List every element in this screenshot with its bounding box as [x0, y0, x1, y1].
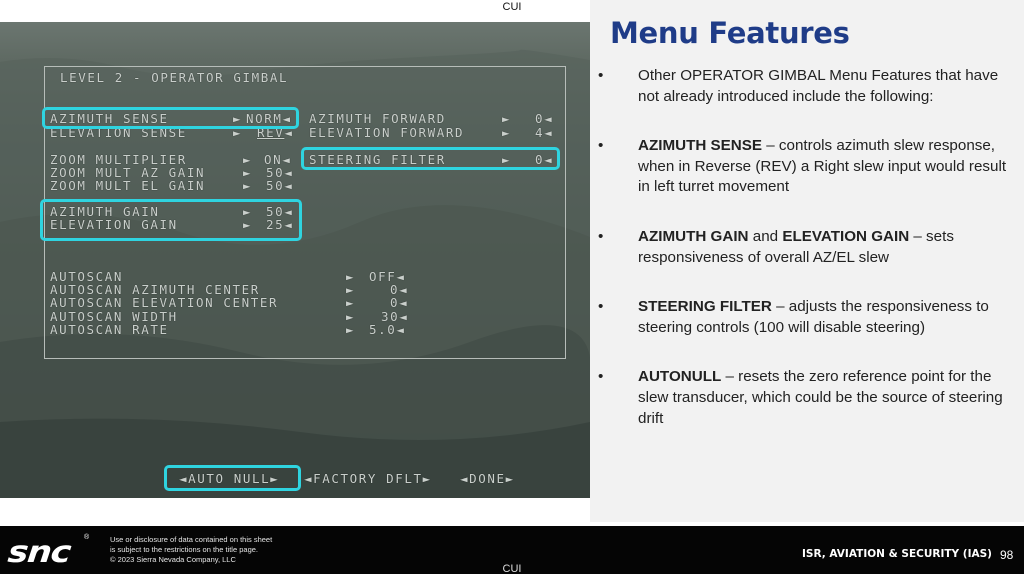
page-number: 98: [1000, 548, 1014, 562]
bullet-item: [598, 66, 1018, 107]
autoscan-arrow[interactable]: ►: [346, 269, 356, 284]
bullet-dot: •: [598, 368, 604, 386]
bullet-text: and: [748, 227, 783, 245]
zoom-multiplier-arrow[interactable]: ►: [243, 152, 253, 167]
elevation-sense-value-text: REV: [257, 125, 285, 140]
elevation-gain-arrow[interactable]: ►: [243, 217, 253, 232]
bullet-term: STEERING FILTER: [638, 298, 772, 316]
bullet-item: [598, 297, 1018, 338]
gimbal-menu-screenshot: [0, 22, 590, 498]
bullet-item: [598, 367, 1018, 429]
bullet-text: – resets the zero reference point for the slew transducer, which could be the source of steering drift: [638, 368, 1003, 427]
bullet-item: [598, 227, 1018, 268]
elevation-gain-value[interactable]: 25◄: [266, 217, 294, 232]
zoom-mult-az-gain-label: ZOOM MULT AZ GAIN: [50, 165, 206, 180]
steering-filter-label: STEERING FILTER: [309, 152, 446, 167]
elevation-sense-arrow[interactable]: ►: [233, 125, 243, 140]
autoscan-rate-arrow[interactable]: ►: [346, 322, 356, 337]
legal-line: © 2023 Sierra Nevada Company, LLC: [110, 555, 236, 564]
zoom-mult-el-gain-value[interactable]: 50◄: [266, 178, 294, 193]
azimuth-forward-label: AZIMUTH FORWARD: [309, 111, 446, 126]
steering-filter-value[interactable]: 0◄: [535, 152, 554, 167]
azimuth-sense-arrow[interactable]: ►: [233, 111, 243, 126]
bullet-text: – controls azimuth slew response, when in Reverse (REV) a Right slew input would result in left turret movement: [638, 137, 1007, 196]
bullet-term: AZIMUTH SENSE: [638, 137, 763, 155]
zoom-mult-el-gain-arrow[interactable]: ►: [243, 178, 253, 193]
azimuth-gain-arrow[interactable]: ►: [243, 204, 253, 219]
cui-marking-top: CUI: [502, 1, 522, 13]
bullet-dot: •: [598, 227, 604, 245]
bullet-term: AZIMUTH GAIN: [638, 227, 749, 245]
bullet-item: [598, 136, 1018, 198]
autoscan-rate-label: AUTOSCAN RATE: [50, 322, 169, 337]
azimuth-sense-label: AZIMUTH SENSE: [50, 111, 169, 126]
zoom-mult-az-gain-value[interactable]: 50◄: [266, 165, 294, 180]
autoscan-width-arrow[interactable]: ►: [346, 309, 356, 324]
zoom-mult-el-gain-label: ZOOM MULT EL GAIN: [50, 178, 206, 193]
azimuth-forward-arrow[interactable]: ►: [502, 111, 512, 126]
elevation-forward-arrow[interactable]: ►: [502, 125, 512, 140]
bullet-dot: •: [598, 67, 604, 84]
elevation-sense-label: ELEVATION SENSE: [50, 125, 187, 140]
legal-line: is subject to the restrictions on the title page.: [110, 545, 258, 554]
bullet-text: – adjusts the responsiveness to steering controls (100 will disable steering): [638, 298, 989, 336]
highlight-gains: [40, 199, 302, 241]
bullet-dot: •: [598, 298, 604, 316]
cui-marking-bottom: CUI: [502, 563, 522, 574]
menu-header: LEVEL 2 - OPERATOR GIMBAL: [60, 70, 289, 85]
autoscan-width-value[interactable]: 30◄: [381, 309, 409, 324]
registered-mark: ®: [84, 534, 90, 541]
highlight-azimuth-sense: [42, 107, 299, 129]
autoscan-el-center-value[interactable]: 0◄: [390, 295, 409, 310]
slide-title: Menu Features: [610, 16, 850, 50]
elevation-gain-label: ELEVATION GAIN: [50, 217, 178, 232]
azimuth-sense-value[interactable]: NORM◄: [246, 111, 292, 126]
zoom-mult-az-gain-arrow[interactable]: ►: [243, 165, 253, 180]
autoscan-az-center-label: AUTOSCAN AZIMUTH CENTER: [50, 282, 260, 297]
bullet-text: – sets responsiveness of overall AZ/EL slew: [638, 227, 954, 266]
auto-null-button[interactable]: ◄AUTO NULL►: [179, 471, 280, 486]
done-button[interactable]: ◄DONE►: [460, 471, 515, 486]
zoom-multiplier-value[interactable]: ON◄: [264, 152, 292, 167]
elevation-forward-value[interactable]: 4◄: [535, 125, 554, 140]
autoscan-el-center-arrow[interactable]: ►: [346, 295, 356, 310]
bullet-text: Other OPERATOR GIMBAL Menu Features that have not already introduced include the following:: [638, 67, 999, 105]
factory-default-button[interactable]: ◄FACTORY DFLT►: [304, 471, 432, 486]
snc-logo: snc: [6, 535, 72, 570]
zoom-multiplier-label: ZOOM MULTIPLIER: [50, 152, 187, 167]
bullet-list: [598, 66, 1018, 458]
organization-label: ISR, AVIATION & SECURITY (IAS): [802, 548, 992, 560]
azimuth-gain-label: AZIMUTH GAIN: [50, 204, 160, 219]
azimuth-gain-value[interactable]: 50◄: [266, 204, 294, 219]
legal-notice: [110, 535, 272, 565]
autoscan-label: AUTOSCAN: [50, 269, 124, 284]
highlight-steering-filter: [301, 147, 560, 170]
azimuth-forward-value[interactable]: 0◄: [535, 111, 554, 126]
autoscan-az-center-arrow[interactable]: ►: [346, 282, 356, 297]
legal-line: Use or disclosure of data contained on this sheet: [110, 535, 273, 544]
autoscan-rate-value[interactable]: 5.0◄: [369, 322, 406, 337]
highlight-auto-null: [164, 465, 301, 491]
autoscan-el-center-label: AUTOSCAN ELEVATION CENTER: [50, 295, 279, 310]
autoscan-az-center-value[interactable]: 0◄: [390, 282, 409, 297]
bullet-term: ELEVATION GAIN: [782, 227, 910, 245]
autoscan-value[interactable]: OFF◄: [369, 269, 406, 284]
bullet-dot: •: [598, 137, 604, 155]
steering-filter-arrow[interactable]: ►: [502, 152, 512, 167]
autoscan-width-label: AUTOSCAN WIDTH: [50, 309, 178, 324]
elevation-sense-value-arrow: ◄: [284, 125, 294, 140]
bullet-term: AUTONULL: [638, 368, 722, 386]
elevation-forward-label: ELEVATION FORWARD: [309, 125, 465, 140]
